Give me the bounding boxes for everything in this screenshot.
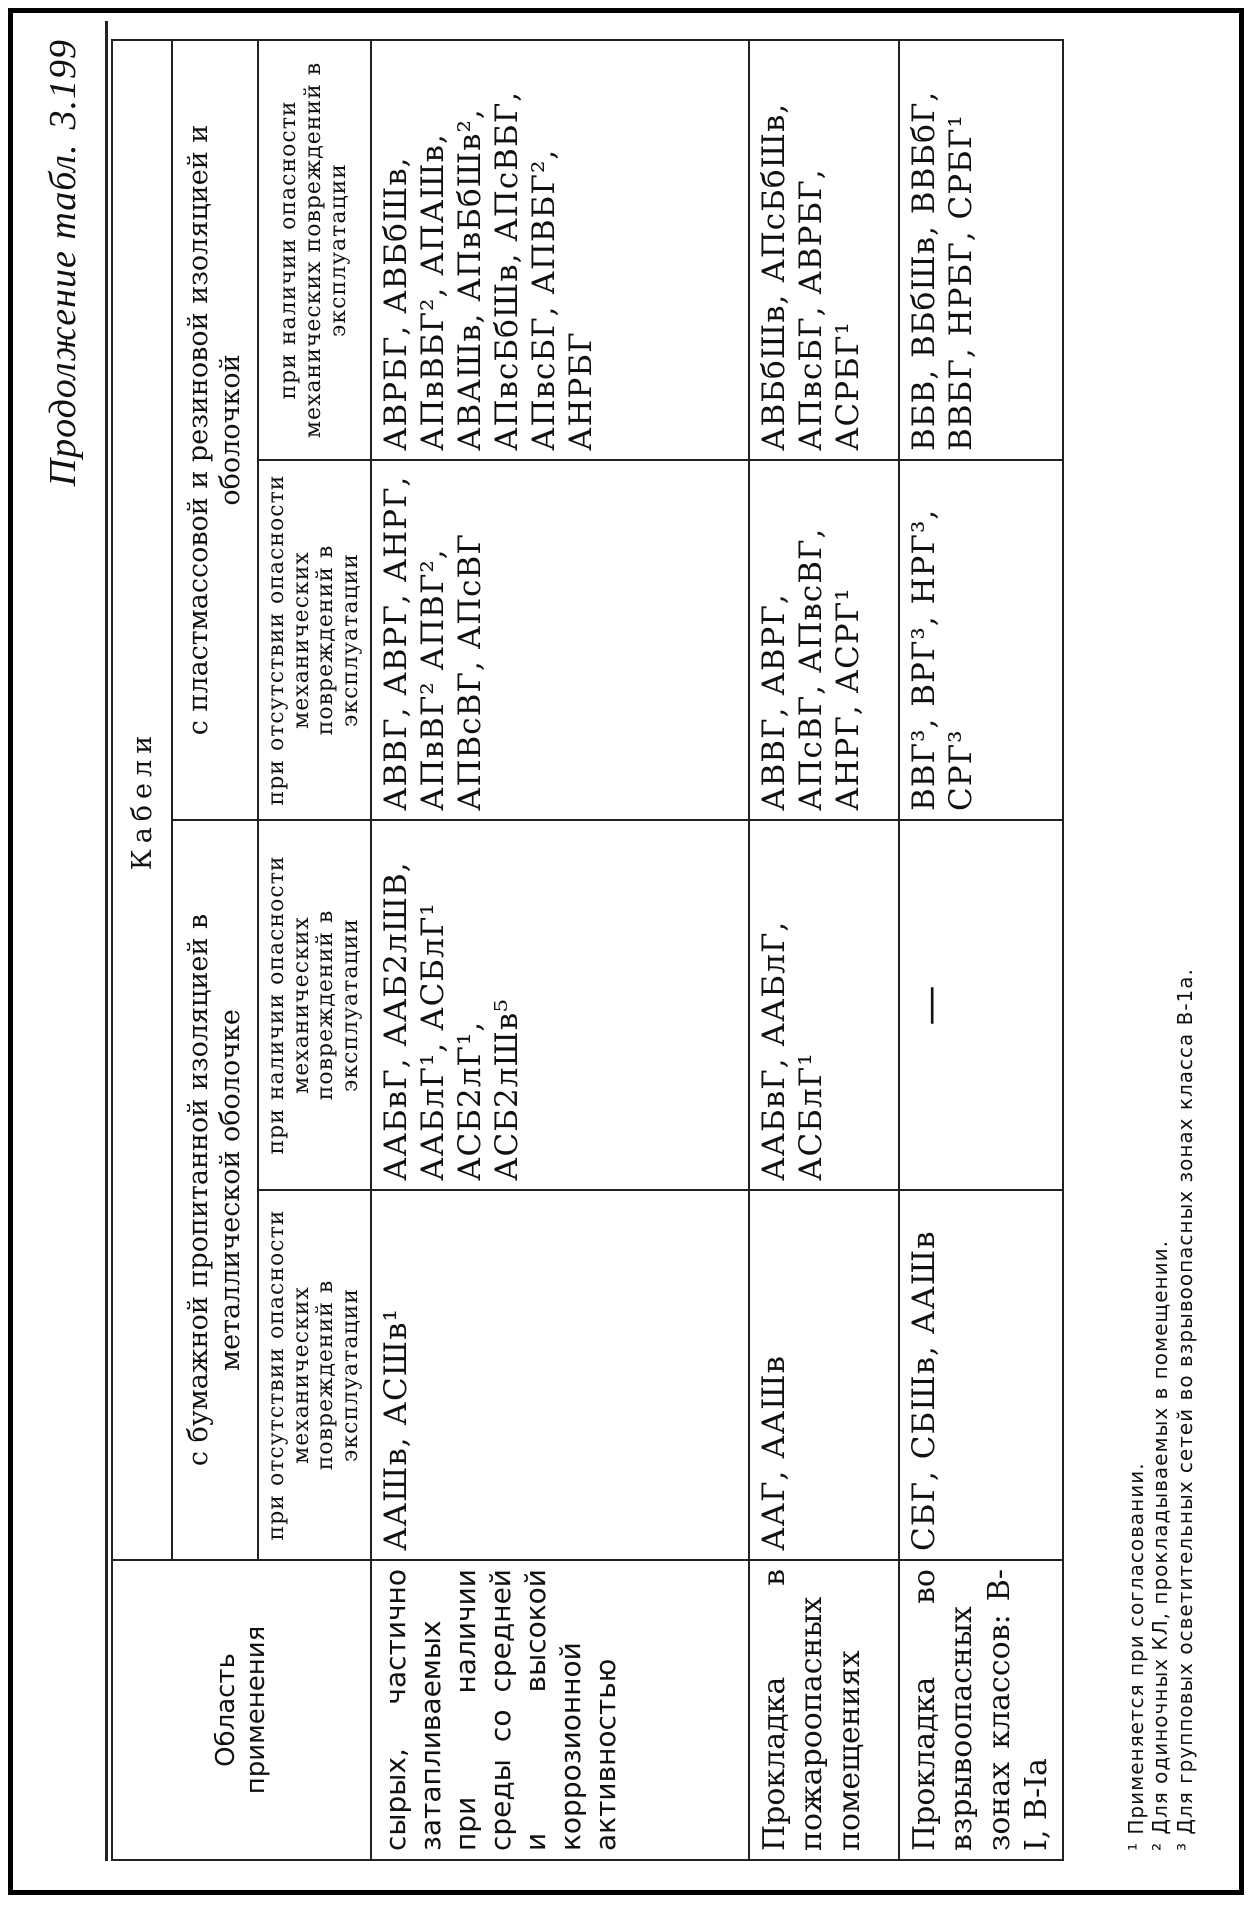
footnotes: [1124, 71, 1197, 1851]
cell-paper-no-danger: ААШв, АСШв¹: [371, 1190, 749, 1560]
table-row: [371, 40, 749, 1860]
cell-plastic-danger: ВБВ, ВБбШв, ВВБбГ, ВВБГ, НРБГ, СРБГ¹: [899, 40, 1063, 460]
rotated-page: [19, 21, 1237, 1891]
cell-plastic-no-danger: ВВГ³, ВРГ³, НРГ³, СРГ³: [899, 460, 1063, 820]
footnote-3: ³ Для групповых осветительных сетей во взрывоопасных зонах класса В-1а.: [1172, 968, 1197, 1851]
cell-plastic-danger: АВРБГ, АВБбШв, АПвВБГ², АПАШв, АВАШв, АПвБбШв², АПвсБбШв, АПсВБГ, АПвсБГ, АПВБГ², АНРБГ: [371, 40, 749, 460]
cell-plastic-danger: АВБбШв, АПсБбШв, АПвсБГ, АВРБГ, АСРБГ¹: [749, 40, 899, 460]
cables-table: [111, 39, 1064, 1861]
header-plastic-danger: при наличии опасности механических повреждений в эксплуатации: [258, 40, 371, 460]
top-rule: [105, 21, 108, 1861]
row-area: сырых, частично затапливаемых при наличии среды со средней и высокой коррозионной активностью: [371, 1560, 749, 1860]
row-area: Прокладка в пожароопасных помещениях: [749, 1560, 899, 1860]
table-caption: [41, 39, 85, 486]
cell-paper-no-danger: ААГ, ААШв: [749, 1190, 899, 1560]
footnote-2: ² Для одиночных КЛ, прокладываемых в помещении.: [1148, 1240, 1173, 1851]
row-area: Прокладка во взрывоопасных зонах классов: В-I, В-Iа: [899, 1560, 1063, 1860]
header-paper-danger: при наличии опасности механических повреждений в эксплуатации: [258, 820, 371, 1190]
header-group-plastic: с пластмассовой и резиновой изоляцией и оболочкой: [172, 40, 258, 820]
header-group-paper: с бумажной пропитанной изоляцией в металлической оболочке: [172, 820, 258, 1560]
table-row: [899, 40, 1063, 1860]
cell-plastic-no-danger: АВВГ, АВРГ, АНРГ, АПвВГ² АПВГ², АПВсВГ, АПсВГ: [371, 460, 749, 820]
header-area: Область применения: [112, 1560, 371, 1860]
caption-number: 3.199: [42, 39, 84, 130]
cell-plastic-no-danger: АВВГ, АВРГ, АПсВГ, АПвсВГ, АНРГ, АСРГ¹: [749, 460, 899, 820]
cell-paper-danger: —: [899, 820, 1063, 1190]
cell-paper-danger: ААБвГ, ААБ2лШВ, ААБлГ¹, АСБлГ¹ АСБ2лГ¹, АСБ2лШв⁵: [371, 820, 749, 1190]
caption-prefix: Продолжение табл.: [42, 143, 84, 487]
cell-paper-danger: ААБвГ, ААБлГ, АСБлГ¹: [749, 820, 899, 1190]
table-row: [749, 40, 899, 1860]
header-paper-no-danger: при отсутствии опасности механических повреждений в эксплуатации: [258, 1190, 371, 1560]
page-frame: [8, 8, 1244, 1895]
footnote-1: ¹ Применяется при согласовании.: [1124, 1462, 1148, 1851]
cell-paper-no-danger: СБГ, СБШв, ААШв: [899, 1190, 1063, 1560]
header-plastic-no-danger: при отсутствии опасности механических повреждений в эксплуатации: [258, 460, 371, 820]
header-cables: Кабели: [112, 40, 172, 1560]
